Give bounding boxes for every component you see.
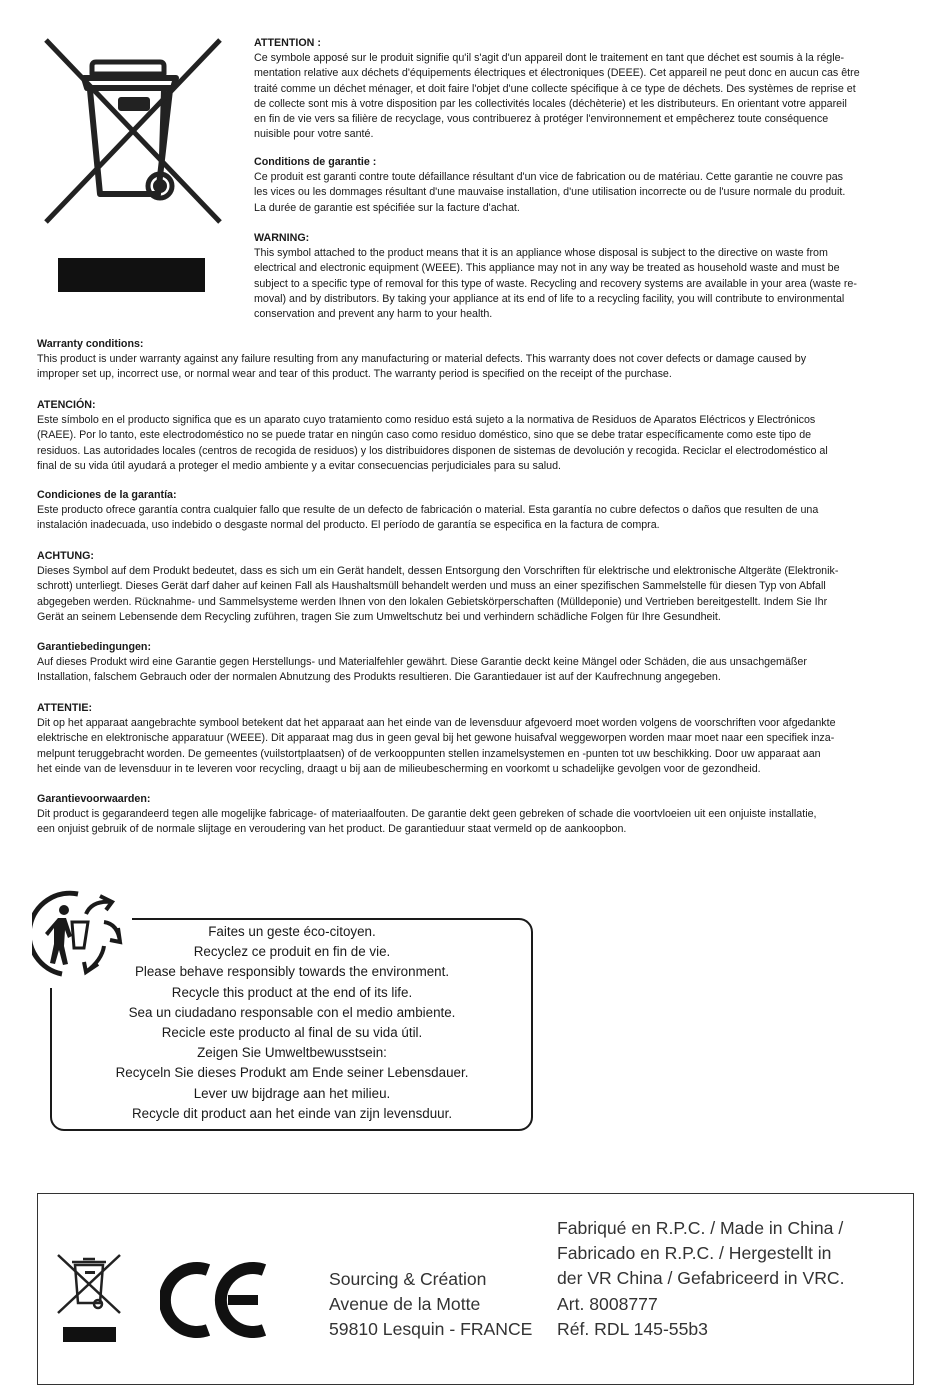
fr-warranty-title: Conditions de garantie : (254, 156, 377, 168)
nl-attention-section (37, 701, 836, 777)
de-warranty-text: Auf dieses Produkt wird eine Garantie gegen Herstellungs- und Materialfehler gewährt. Diese Garantie deckt keine Mängel oder Schäden, die aus unsachgemäßer Installation, falschem Gebrauch oder der normalen Abnutzung des Produkts resultieren. Die Garantiedauer ist auf der Kaufrechnung angegeben. (37, 656, 807, 684)
fr-warranty-text: Ce produit est garanti contre toute défaillance résultant d'un vice de fabrication ou de matériau. Cette garantie ne couvre pas les vices ou les dommages résultant d'une mauvaise installation, d'une utilisation incorrecte ou de l'usure normale du produit. La durée de garantie est spécifiée sur la facture d'achat. (254, 171, 846, 214)
nl-attention-text: Dit op het apparaat aangebrachte symbool betekent dat het apparaat aan het einde van de levensduur afgevoerd moet worden volgens de voorschriften voor afgedankte elektrische en elektronische apparatuur (WEEE). Dit apparaat mag dus in geen geval bij het gewone huisafval weggeworpen worden maar moet naar een specifiek inza- melpunt teruggebracht worden. De gemeentes (vuilstortplaatsen) of de verkooppunten stellen inzamelsystemen en -punten tot uw beschikking. Door uw apparaat aan het einde van de levensduur in te leveren voor recycling, draagt u bij aan de milieubescherming en voorkomt u schadelijke gevolgen voor de gezondheid. (37, 717, 836, 775)
weee-small-black-bar (63, 1327, 116, 1342)
fr-attention-title: ATTENTION : (254, 37, 321, 49)
ce-mark-icon (160, 1258, 270, 1342)
es-warranty-title: Condiciones de la garantía: (37, 489, 177, 501)
nl-warranty-section (37, 792, 817, 838)
en-warranty-section (37, 337, 806, 383)
fr-attention-section (254, 36, 860, 142)
en-warning-text: This symbol attached to the product means that it is an appliance whose disposal is subject to the directive on waste from electrical and electronic equipment (WEEE). This appliance may not in any way be treated as household waste and must be subject to a specific type of removal for this type of waste. Recycling and recovery systems are available in your area (waste re- moval) and by distributors. By taking your appliance at its end of life to a recycling facility, you will contribute to environmental conservation and prevent any harm to your health. (254, 247, 857, 321)
es-attention-section (37, 398, 828, 474)
de-attention-title: ACHTUNG: (37, 550, 94, 562)
en-warning-title: WARNING: (254, 232, 310, 244)
en-warranty-title: Warranty conditions: (37, 338, 144, 350)
de-warranty-section (37, 640, 807, 686)
en-warning-section (254, 231, 857, 322)
es-warranty-section (37, 488, 818, 534)
es-attention-title: ATENCIÓN: (37, 399, 96, 411)
weee-bin-icon (40, 36, 225, 226)
fr-warranty-section (254, 155, 845, 216)
en-warranty-text: This product is under warranty against any failure resulting from any manufacturing or material defects. This warranty does not cover defects or damage caused by improper set up, incorrect use, or normal wear and tear of this product. The warranty period is specified on the receipt of the purchase. (37, 353, 807, 381)
nl-warranty-text: Dit product is gegarandeerd tegen alle mogelijke fabricage- of materiaalfouten. De garantie dekt geen gebreken of schade die voortvloeien uit een onjuiste installatie, een onjuist gebruik of de normale slijtage en veroudering van het product. De garantieduur staat vermeld op de aankoopbon. (37, 808, 817, 836)
de-warranty-title: Garantiebedingungen: (37, 641, 152, 653)
recycling-message: Faites un geste éco-citoyen. Recyclez ce produit en fin de vie. Please behave responsibly towards the environment. Recycle this product at the end of its life. Sea un ciudadano responsable con el medio ambiente. Recicle este producto al final de su vida útil. Zeigen Sie Umweltbewusstsein: Recyceln Sie dieses Produkt am Ende seiner Lebensdauer. Lever uw bijdrage aan het milieu. Recycle dit product aan het einde van zijn levensduur. (115, 924, 469, 1121)
es-attention-text: Este símbolo en el producto significa que es un aparato cuyo tratamiento como residuo está sujeto a la normativa de Residuos de Aparatos Eléctricos y Electrónicos (RAEE). Por lo tanto, este electrodoméstico no se puede tratar en ningún caso como residuo doméstico, sino que se debe tratar específicamente como este tipo de residuos. Las autoridades locales (centros de recogida de residuos) y los distribuidores disponen de sistemas de devolución y recogida. Reciclar el electrodoméstico al final de su vida útil ayudará a proteger el medio ambiente y a evitar consecuencias perjudiciales para su salud. (37, 414, 828, 472)
de-attention-section (37, 549, 838, 625)
manufacturer-address: Sourcing & Création Avenue de la Motte 59810 Lesquin - FRANCE (329, 1269, 533, 1340)
origin-and-reference: Fabriqué en R.P.C. / Made in China / Fabricado en R.P.C. / Hergestellt in der VR China / Gefabriceerd in VRC. Art. 8008777 Réf. RDL 145-55b3 (557, 1218, 845, 1339)
fr-attention-text: Ce symbole apposé sur le produit signifie qu'il s'agit d'un appareil dont le traitement en tant que déchet est soumis à la régle- mentation relative aux déchets d'équipements électriques et électroniques (DEEE). Cet appareil ne peut donc en aucun cas être traité comme un déchet ménager, et doit faire l'objet d'une collecte spécifique à ce type de déchets. Des systèmes de reprise et de collecte sont mis à votre disposition par les collectivités locales (déchèterie) et les distributeurs. En orientant votre appareil en fin de vie vers sa filière de recyclage, vous contribuerez à protéger l'environnement et empêcherez toute conséquence nuisible pour votre santé. (254, 52, 860, 141)
weee-bin-small-icon (55, 1253, 123, 1315)
nl-attention-title: ATTENTIE: (37, 702, 93, 714)
de-attention-text: Dieses Symbol auf dem Produkt bedeutet, dass es sich um ein Gerät handelt, dessen Entsorgung den Vorschriften für elektrische und elektronische Altgeräte (Elektronik- schrott) unterliegt. Dieses Gerät darf daher auf keinen Fall als Haushaltsmüll behandelt werden und muss an einer spezifischen Sammelstelle für diesen Typ von Abfall abgegeben werden. Rücknahme- und Sammelsysteme werden Ihnen von den lokalen Gebietskörperschaften (Mülldeponie) und Vertrieben bereitgestellt. Indem Sie Ihr Gerät an seinem Lebensende dem Recycling zuführen, tragen Sie zum Umweltschutz bei und verhindern schädliche Folgen für Ihre Gesundheit. (37, 565, 839, 623)
es-warranty-text: Este producto ofrece garantía contra cualquier fallo que resulte de un defecto de fabricación o material. Esta garantía no cubre defectos o daños que resulten de una instalación inadecuada, uso indebido o desgaste normal del producto. El período de garantía se especifica en la factura de compra. (37, 504, 819, 532)
weee-black-bar (58, 258, 205, 292)
nl-warranty-title: Garantievoorwaarden: (37, 793, 151, 805)
